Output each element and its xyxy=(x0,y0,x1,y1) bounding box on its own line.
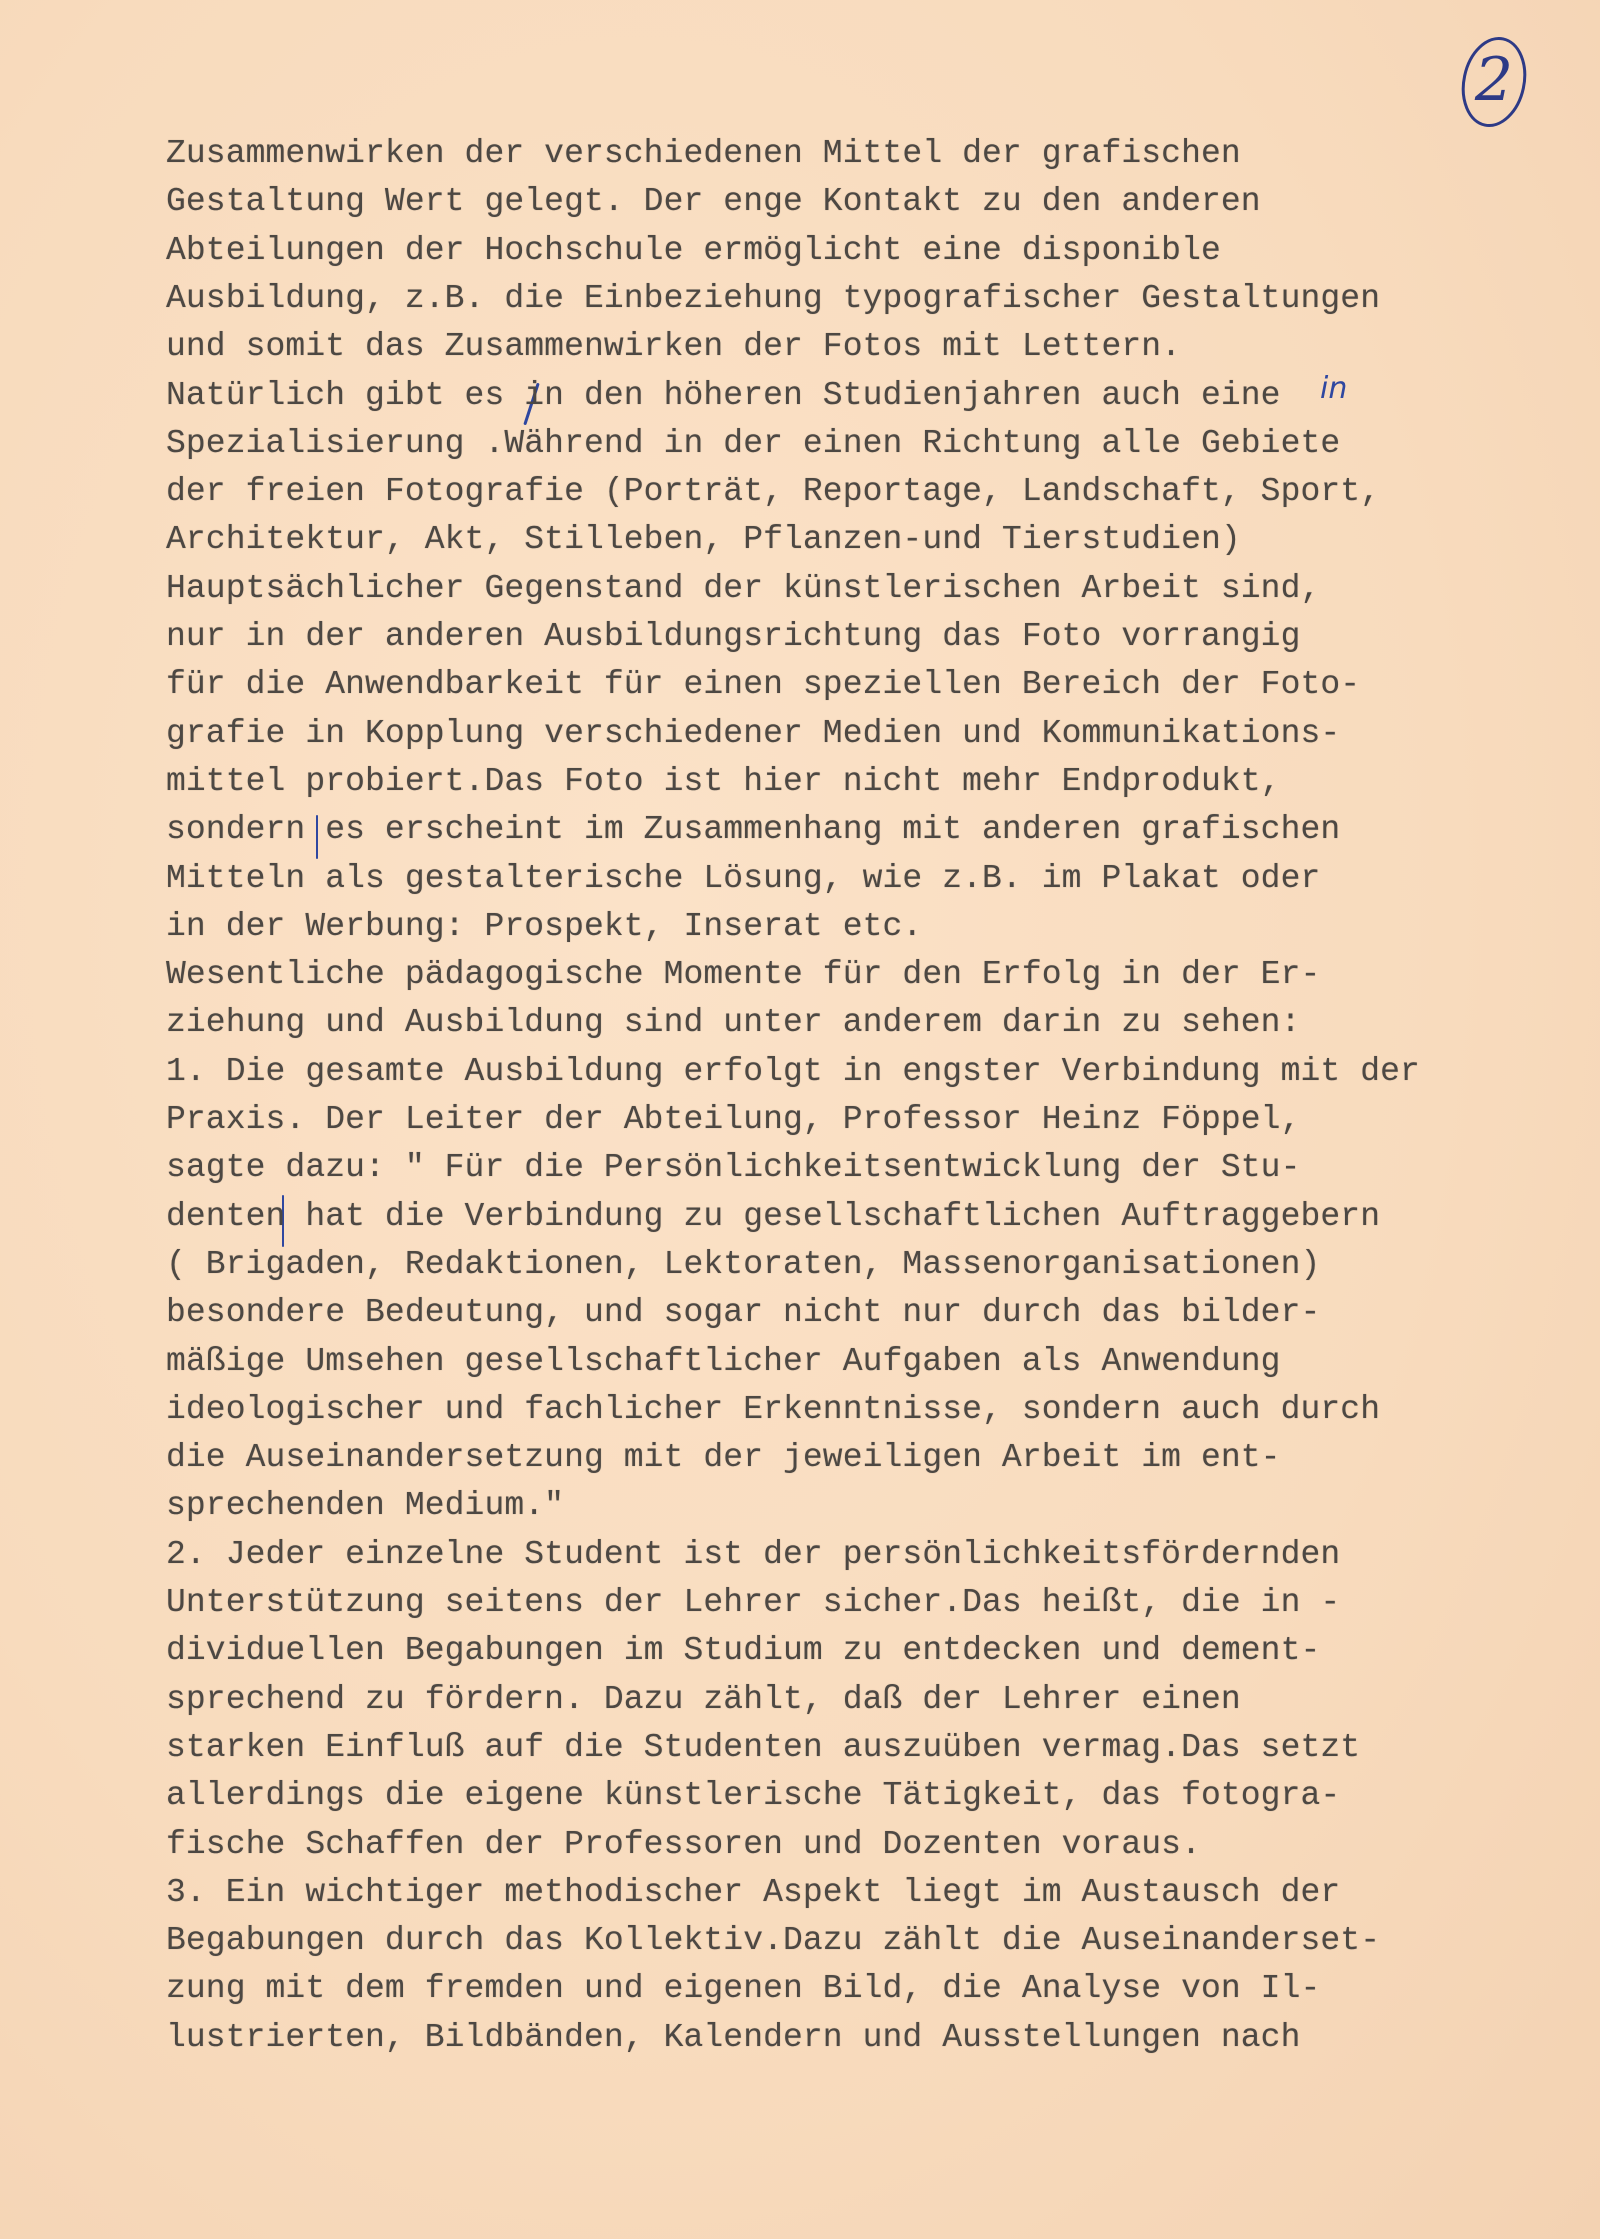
text-line: Wesentliche pädagogische Momente für den Erfolg in der Er- xyxy=(166,956,1321,994)
text-line: 3. Ein wichtiger methodischer Aspekt liegt im Austausch der xyxy=(166,1873,1341,1911)
text-line: Hauptsächlicher Gegenstand der künstlerischen Arbeit sind, xyxy=(166,569,1321,607)
text-line: sprechend zu fördern. Dazu zählt, daß der Lehrer einen xyxy=(166,1680,1241,1718)
text-line: und somit das Zusammenwirken der Fotos mit Lettern. xyxy=(166,328,1182,366)
text-line: 2. Jeder einzelne Student ist der persönlichkeitsfördernden xyxy=(166,1535,1341,1573)
text-line: sondern es erscheint im Zusammenhang mit anderen grafischen xyxy=(166,811,1341,849)
text-line: sagte dazu: " Für die Persönlichkeitsentwicklung der Stu- xyxy=(166,1149,1301,1187)
text-line: Abteilungen der Hochschule ermöglicht eine disponible xyxy=(166,231,1221,269)
text-line: lustrierten, Bildbänden, Kalendern und Ausstellungen nach xyxy=(166,2018,1301,2056)
text-line: starken Einfluß auf die Studenten auszuüben vermag.Das setzt xyxy=(166,1728,1361,1766)
text-line: zung mit dem fremden und eigenen Bild, die Analyse von Il- xyxy=(166,1970,1321,2008)
text-line: ideologischer und fachlicher Erkenntnisse, sondern auch durch xyxy=(166,1390,1381,1428)
text-line: Natürlich gibt es in den höheren Studienjahren auch eine xyxy=(166,376,1281,414)
text-line: Mitteln als gestalterische Lösung, wie z.B. im Plakat oder xyxy=(166,859,1321,897)
text-line: besondere Bedeutung, und sogar nicht nur durch das bilder- xyxy=(166,1294,1321,1332)
text-line: in der Werbung: Prospekt, Inserat etc. xyxy=(166,907,923,945)
handwritten-insert: in xyxy=(1320,371,1348,406)
text-line: ( Brigaden, Redaktionen, Lektoraten, Massenorganisationen) xyxy=(166,1245,1321,1283)
text-line: mäßige Umsehen gesellschaftlicher Aufgaben als Anwendung xyxy=(166,1342,1281,1380)
text-line: Unterstützung seitens der Lehrer sicher.Das heißt, die in - xyxy=(166,1584,1341,1621)
text-line: der freien Fotografie (Porträt, Reportage, Landschaft, Sport, xyxy=(166,473,1381,511)
text-line: Gestaltung Wert gelegt. Der enge Kontakt zu den anderen xyxy=(166,183,1261,221)
text-line: 1. Die gesamte Ausbildung erfolgt in engster Verbindung mit der xyxy=(166,1052,1420,1090)
text-line: fische Schaffen der Professoren und Dozenten voraus. xyxy=(166,1825,1201,1863)
text-line: mittel probiert.Das Foto ist hier nicht mehr Endprodukt, xyxy=(166,762,1281,800)
page-number: 2 xyxy=(1474,45,1514,115)
text-line: Ausbildung, z.B. die Einbeziehung typografischer Gestaltungen xyxy=(166,279,1381,317)
text-line: die Auseinandersetzung mit der jeweiligen Arbeit im ent- xyxy=(166,1439,1281,1477)
text-line: dividuellen Begabungen im Studium zu entdecken und dement- xyxy=(166,1632,1321,1670)
text-line: Begabungen durch das Kollektiv.Dazu zählt die Auseinanderset- xyxy=(166,1922,1381,1960)
text-line: ziehung und Ausbildung sind unter anderem darin zu sehen: xyxy=(166,1004,1301,1042)
text-line: Praxis. Der Leiter der Abteilung, Professor Heinz Föppel, xyxy=(166,1101,1301,1138)
text-line: Spezialisierung .Während in der einen Richtung alle Gebiete xyxy=(166,424,1341,462)
page-number-circled xyxy=(1455,30,1533,130)
text-line: nur in der anderen Ausbildungsrichtung das Foto vorrangig xyxy=(166,618,1301,655)
text-line: allerdings die eigene künstlerische Tätigkeit, das fotogra- xyxy=(166,1777,1341,1815)
text-line: Architektur, Akt, Stilleben, Pflanzen-und Tierstudien) xyxy=(166,521,1241,559)
text-line: für die Anwendbarkeit für einen speziellen Bereich der Foto- xyxy=(166,666,1361,704)
text-line: sprechenden Medium." xyxy=(166,1487,565,1525)
text-line: grafie in Kopplung verschiedener Medien und Kommunikations- xyxy=(166,714,1341,752)
text-line: denten hat die Verbindung zu gesellschaftlichen Auftraggebern xyxy=(166,1197,1381,1235)
text-line: Zusammenwirken der verschiedenen Mittel der grafischen xyxy=(166,135,1241,172)
